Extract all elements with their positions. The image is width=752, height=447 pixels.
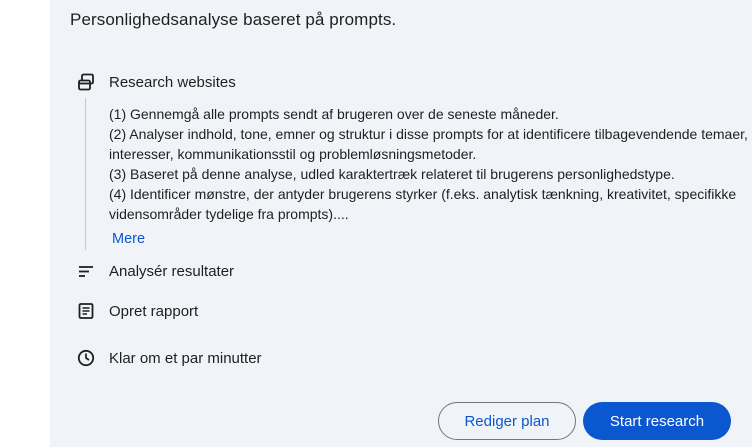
step-label: Opret rapport xyxy=(109,302,199,320)
research-plan-card xyxy=(50,0,752,447)
step-label: Klar om et par minutter xyxy=(109,349,262,367)
detail-item: (4) Identificer mønstre, der antyder brugerens styrker (f.eks. analytisk tænkning, kreativitet, specifikke vidensområder tydelige fra prompts).... xyxy=(109,186,737,222)
browser-windows-icon xyxy=(76,72,96,92)
clock-icon xyxy=(76,348,96,368)
step-research-websites xyxy=(76,72,236,92)
detail-item: (3) Baseret på denne analyse, udled karaktertræk relateret til brugerens personlighedstype. xyxy=(109,166,675,182)
edit-plan-button[interactable]: Rediger plan xyxy=(438,402,576,440)
plan-title: Personlighedsanalyse baseret på prompts. xyxy=(70,10,397,29)
document-icon xyxy=(76,301,96,321)
step-connector-line xyxy=(85,98,86,250)
research-details xyxy=(109,104,749,224)
more-link[interactable]: Mere xyxy=(112,231,146,247)
detail-item: (1) Gennemgå alle prompts sendt af brugeren over de seneste måneder. xyxy=(109,106,559,122)
step-ready-time xyxy=(76,348,262,368)
step-analyse-results xyxy=(76,261,234,281)
step-label: Analysér resultater xyxy=(109,262,235,280)
step-create-report xyxy=(76,301,198,321)
detail-item: (2) Analyser indhold, tone, emner og struktur i disse prompts for at identificere tilbagevendende temaer, interesser, kommunikationsstil og problemløsningsmetoder. xyxy=(109,126,748,162)
start-research-button[interactable]: Start research xyxy=(583,402,731,440)
step-label: Research websites xyxy=(109,73,236,91)
sort-lines-icon xyxy=(76,261,96,281)
